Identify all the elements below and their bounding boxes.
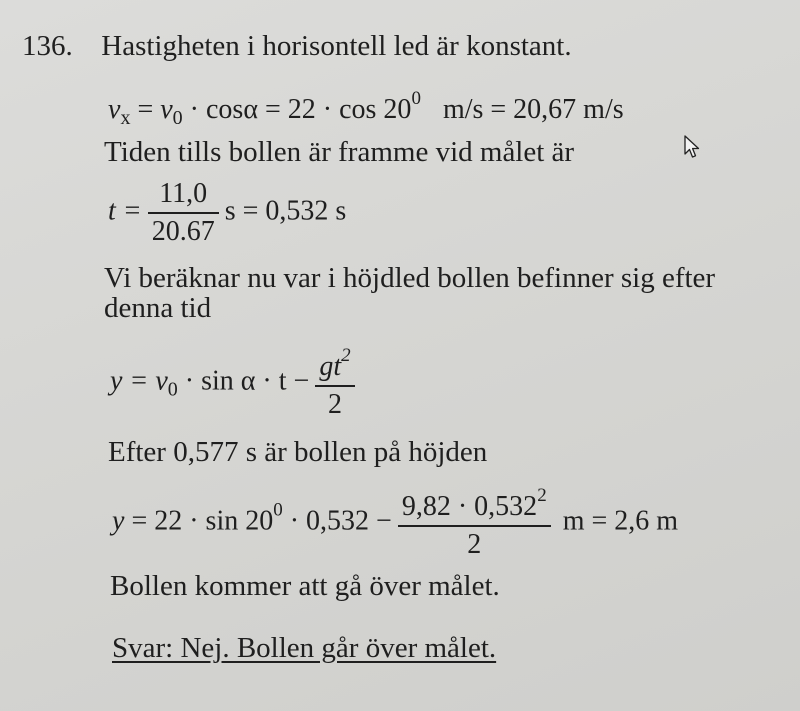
equation-y: $y = v_0 \cdot \sin \alpha \cdot t$ − $\frac{gt^2}{2}$ xyxy=(110,345,361,421)
answer-text: Svar: Nej. Bollen går över målet. xyxy=(112,632,497,664)
equation-vx: $v_x = v_0 \cdot \cos\alpha = 22 \cdot \cos 20^0$ m/s = 20,67 m/s xyxy=(108,88,624,129)
time-intro: Tiden tills bollen är framme vid målet är xyxy=(104,136,575,168)
fraction-gt: $\frac{gt^2}{2}$ xyxy=(315,345,354,421)
height-intro-line-1: Vi beräknar nu var i höjdled bollen befinner sig efter xyxy=(104,262,716,294)
conclusion-text: Bollen kommer att gå över målet. xyxy=(110,570,500,602)
problem-heading xyxy=(22,30,572,63)
fraction-t: $\frac{11,0}{20.67}$ xyxy=(148,178,219,248)
equation-t: t = $\frac{11,0}{20.67}$ s = 0,532 s xyxy=(108,178,347,247)
equation-y2: $y = 22 \cdot \sin 20^0 \cdot 0,532$ − $\frac{9,82 \cdot 0,532^2}{2}$ m = 2,6 m xyxy=(112,485,679,560)
after-text: Efter 0,577 s är bollen på höjden xyxy=(108,436,488,468)
intro-text: Hastigheten i horisontell led är konstant. xyxy=(101,30,572,62)
problem-number: 136. xyxy=(22,30,73,62)
height-intro-line-2: denna tid xyxy=(104,292,212,324)
fraction-height: $\frac{9,82 \cdot 0,532^2}{2}$ xyxy=(398,485,551,561)
mouse-pointer-icon xyxy=(684,135,700,159)
